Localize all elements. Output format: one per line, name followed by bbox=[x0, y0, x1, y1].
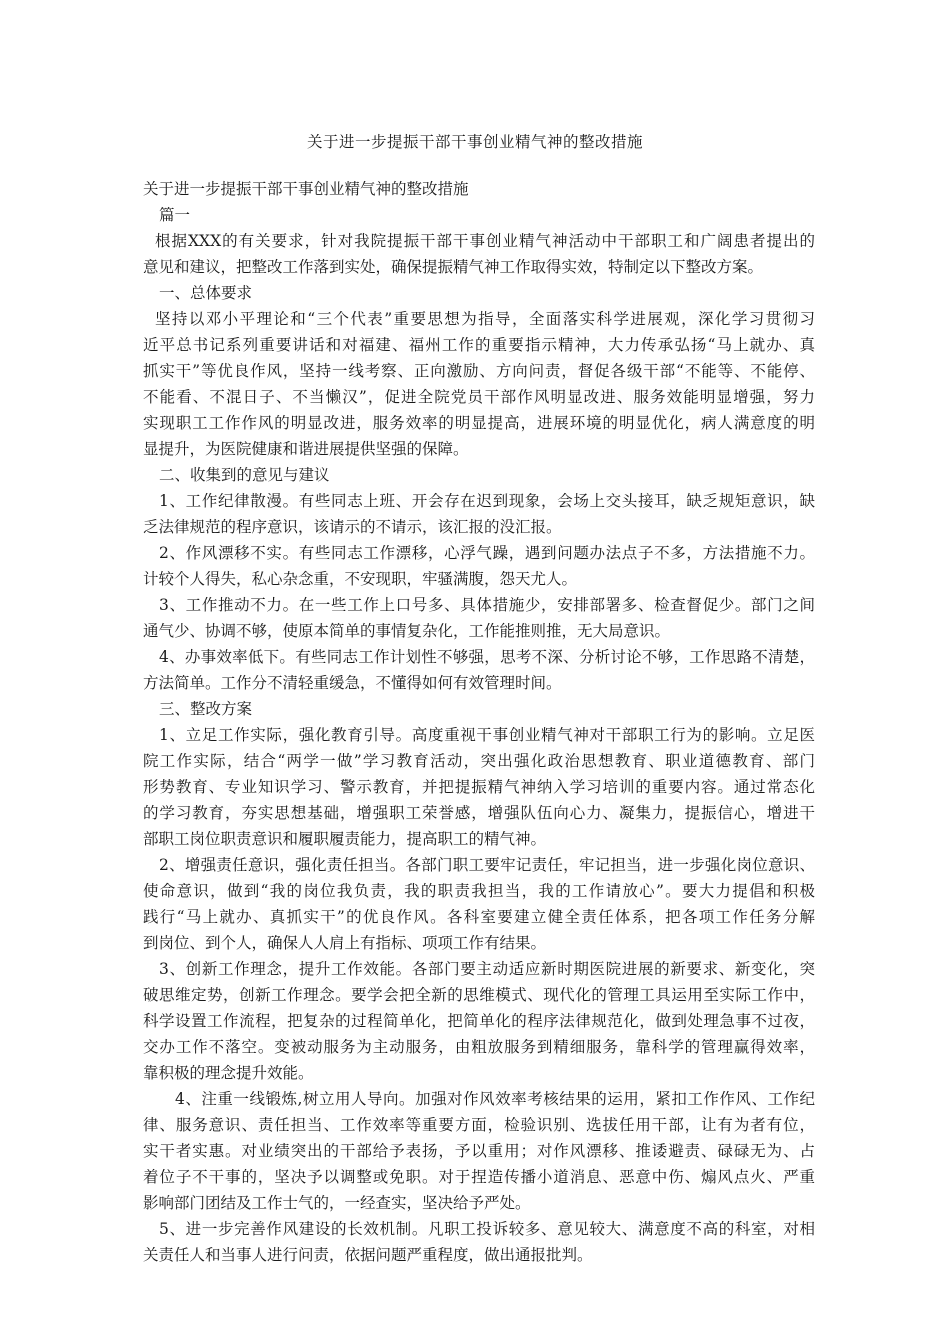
paragraph-line: 根据XXX的有关要求，针对我院提振干部干事创业精气神活动中干部职工和广阔患者提出的 bbox=[155, 232, 815, 250]
paragraph-line: 意见和建议，把整改工作落到实处，确保提振精气神工作取得实效，特制定以下整改方案。 bbox=[143, 258, 764, 276]
paragraph-line: 着位子不干事的，坚决予以调整或免职。对于捏造传播小道消息、恶意中伤、煽风点火、严重 bbox=[143, 1168, 815, 1186]
paragraph-line: 1、工作纪律散漫。有些同志上班、开会存在迟到现象，会场上交头接耳，缺乏规矩意识，缺 bbox=[159, 492, 815, 510]
paragraph-line: 3、创新工作理念，提升工作效能。各部门要主动适应新时期医院进展的新要求、新变化，突 bbox=[159, 960, 815, 978]
paragraph-line: 2、作风漂移不实。有些同志工作漂移，心浮气躁，遇到问题办法点子不多，方法措施不力。 bbox=[159, 544, 815, 562]
section-label: 篇一 bbox=[159, 206, 191, 224]
paragraph-line: 影响部门团结及工作士气的，一经查实，坚决给予严处。 bbox=[143, 1194, 531, 1212]
paragraph-line: 实现职工工作作风的明显改进，服务效率的明显提高，进展环境的明显优化，病人满意度的明 bbox=[143, 414, 815, 432]
paragraph-line: 关责任人和当事人进行问责，依据问题严重程度，做出通报批判。 bbox=[143, 1246, 593, 1264]
paragraph-line: 破思维定势，创新工作理念。要学会把全新的思维模式、现代化的管理工具运用至实际工作中， bbox=[143, 986, 815, 1004]
paragraph-line: 方法简单。工作分不清轻重缓急，不懂得如何有效管理时间。 bbox=[143, 674, 562, 692]
paragraph-line: 3、工作推动不力。在一些工作上口号多、具体措施少，安排部署多、检查督促少。部门之间 bbox=[159, 596, 815, 614]
paragraph-line: 1、立足工作实际，强化教育引导。高度重视干事创业精气神对干部职工行为的影响。立足医 bbox=[159, 726, 815, 744]
paragraph-line: 通气少、协调不够，使原本简单的事情复杂化，工作能推则推，无大局意识。 bbox=[143, 622, 671, 640]
paragraph-line: 2、增强责任意识，强化责任担当。各部门职工要牢记责任，牢记担当，进一步强化岗位意识、 bbox=[159, 856, 815, 874]
body-heading: 关于进一步提振干部干事创业精气神的整改措施 bbox=[143, 180, 469, 198]
paragraph-line: 坚持以邓小平理论和“三个代表”重要思想为指导，全面落实科学进展观，深化学习贯彻习 bbox=[155, 310, 815, 328]
paragraph-line: 院工作实际，结合“两学一做”学习教育活动，突出强化政治思想教育、职业道德教育、部门 bbox=[143, 752, 815, 770]
paragraph-line: 显提升，为医院健康和谐进展提供坚强的保障。 bbox=[143, 440, 469, 458]
paragraph-line: 的学习教育，夯实思想基础，增强职工荣誉感，增强队伍向心力、凝集力，提振信心，增进干 bbox=[143, 804, 815, 822]
paragraph-line: 4、办事效率低下。有些同志工作计划性不够强，思考不深、分析讨论不够，工作思路不清楚， bbox=[159, 648, 815, 666]
paragraph-line: 使命意识，做到“我的岗位我负责，我的职责我担当，我的工作请放心”。要大力提倡和积极 bbox=[143, 882, 815, 900]
section-heading: 一、总体要求 bbox=[159, 284, 253, 302]
section-heading: 二、收集到的意见与建议 bbox=[159, 466, 330, 484]
paragraph-line: 实干者实惠。对业绩突出的干部给予表扬，予以重用；对作风漂移、推诿避责、碌碌无为、占 bbox=[143, 1142, 815, 1160]
section-heading: 三、整改方案 bbox=[159, 700, 253, 718]
paragraph-line: 4、注重一线锻炼,树立用人导向。加强对作风效率考核结果的运用，紧扣工作作风、工作纪 bbox=[175, 1090, 815, 1108]
paragraph-line: 5、进一步完善作风建设的长效机制。凡职工投诉较多、意见较大、满意度不高的科室，对相 bbox=[159, 1220, 815, 1238]
paragraph-line: 到岗位、到个人，确保人人肩上有指标、项项工作有结果。 bbox=[143, 934, 547, 952]
paragraph-line: 计较个人得失，私心杂念重，不安现职，牢骚满腹，怨天尤人。 bbox=[143, 570, 578, 588]
paragraph-line: 靠积极的理念提升效能。 bbox=[143, 1064, 314, 1082]
document-body bbox=[143, 176, 815, 1268]
paragraph-line: 科学设置工作流程，把复杂的过程简单化，把简单化的程序法律规范化，做到处理急事不过夜， bbox=[143, 1012, 815, 1030]
paragraph-line: 近平总书记系列重要讲话和对福建、福州工作的重要指示精神，大力传承弘扬“马上就办、真 bbox=[143, 336, 815, 354]
paragraph-line: 抓实干”等优良作风，坚持一线考察、正向激励、方向问责，督促各级干部“不能等、不能停、 bbox=[143, 362, 815, 380]
paragraph-line: 践行“马上就办、真抓实干”的优良作风。各科室要建立健全责任体系，把各项工作任务分解 bbox=[143, 908, 815, 926]
paragraph-line: 交办工作不落空。变被动服务为主动服务，由粗放服务到精细服务，靠科学的管理赢得效率， bbox=[143, 1038, 815, 1056]
paragraph-line: 律、服务意识、责任担当、工作效率等重要方面，检验识别、选拔任用干部，让有为者有位， bbox=[143, 1116, 815, 1134]
document-title: 关于进一步提振干部干事创业精气神的整改措施 bbox=[306, 133, 643, 151]
paragraph-line: 不能看、不混日子、不当懒汉”，促进全院党员干部作风明显改进、服务效能明显增强，努力 bbox=[143, 388, 815, 406]
paragraph-line: 乏法律规范的程序意识，该请示的不请示，该汇报的没汇报。 bbox=[143, 518, 562, 536]
paragraph-line: 部职工岗位职责意识和履职履责能力，提高职工的精气神。 bbox=[143, 830, 547, 848]
paragraph-line: 形势教育、专业知识学习、警示教育，并把提振精气神纳入学习培训的重要内容。通过常态化 bbox=[143, 778, 815, 796]
